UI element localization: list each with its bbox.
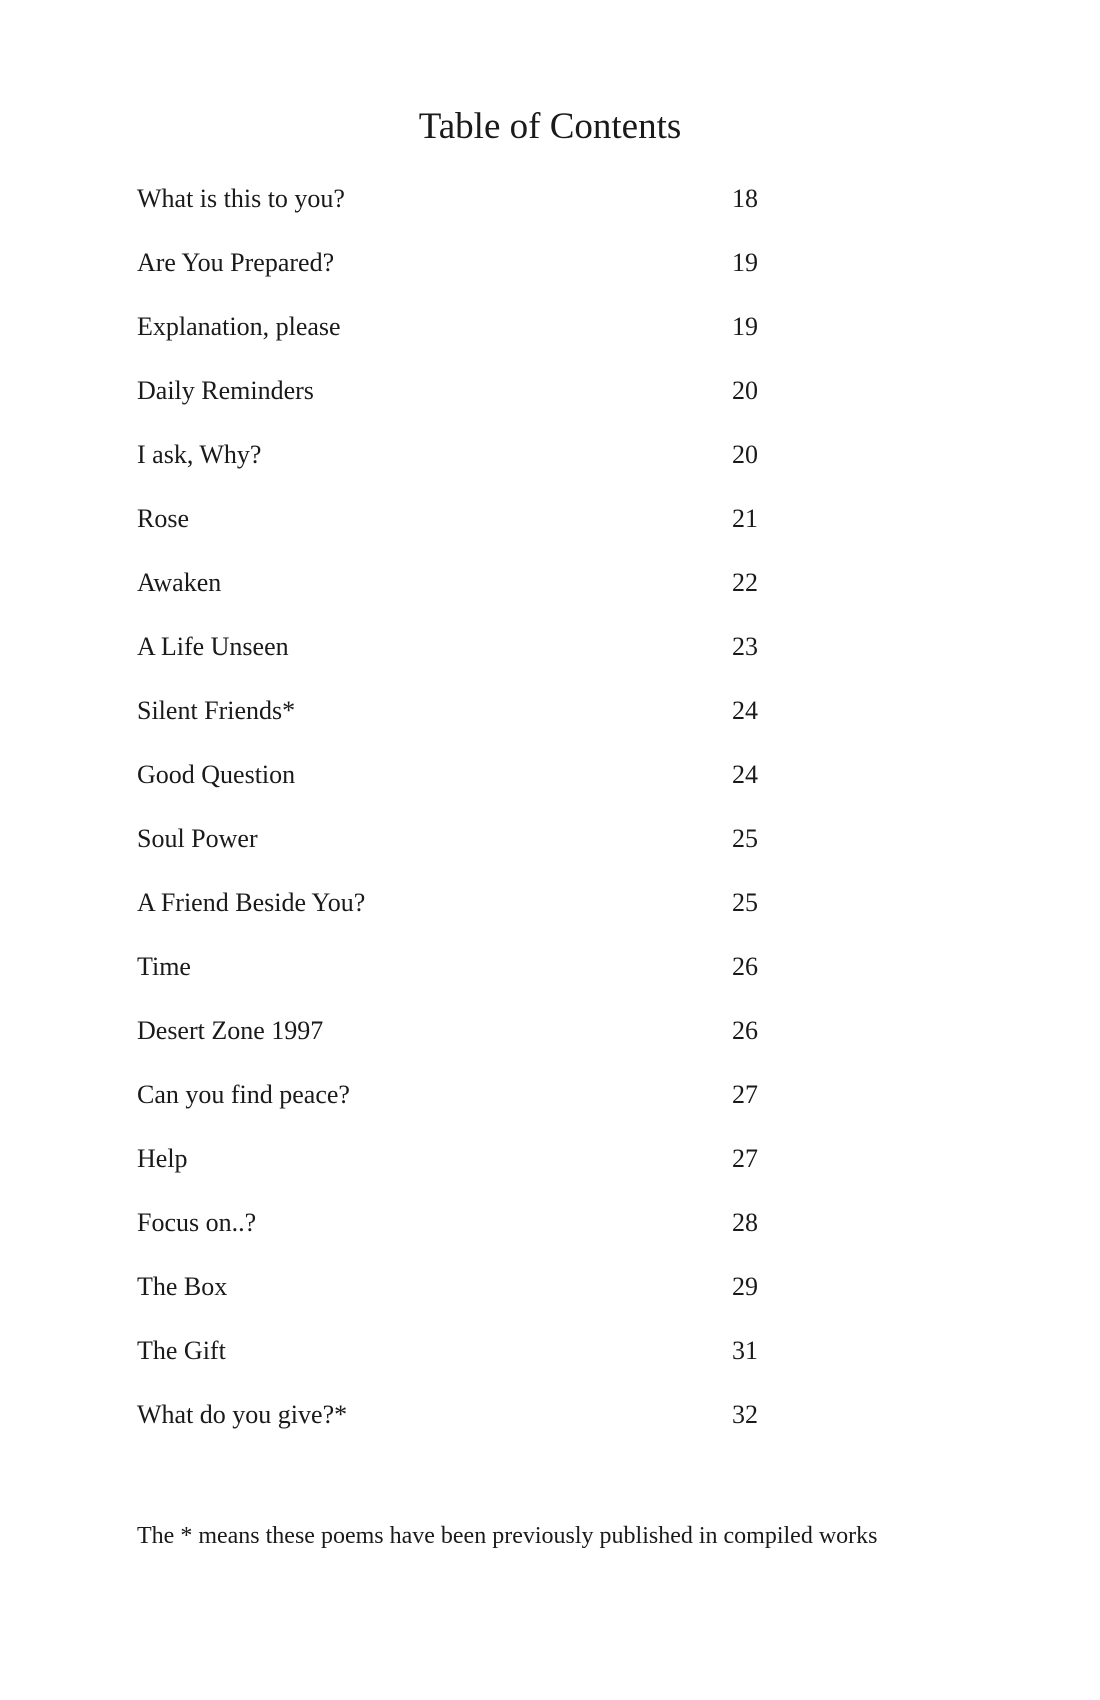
toc-entry bbox=[137, 1261, 777, 1325]
toc-entry-page-number: 25 bbox=[732, 824, 758, 853]
toc-entry-page-number: 24 bbox=[732, 760, 758, 789]
toc-entry-title: Time bbox=[137, 952, 191, 981]
toc-entry bbox=[137, 877, 777, 941]
toc-entry-title: Are You Prepared? bbox=[137, 248, 335, 277]
toc-entry bbox=[137, 941, 777, 1005]
table-of-contents-list bbox=[137, 173, 777, 1453]
toc-entry-title: I ask, Why? bbox=[137, 440, 262, 469]
toc-entry-page-number: 29 bbox=[732, 1272, 758, 1301]
toc-entry-title: Silent Friends* bbox=[137, 696, 296, 725]
toc-entry-page-number: 26 bbox=[732, 952, 758, 981]
toc-entry-page-number: 20 bbox=[732, 440, 758, 469]
toc-entry bbox=[137, 493, 777, 557]
toc-entry-page-number: 27 bbox=[732, 1080, 758, 1109]
toc-entry-page-number: 19 bbox=[732, 312, 758, 341]
toc-entry-title: Daily Reminders bbox=[137, 376, 314, 405]
toc-entry bbox=[137, 365, 777, 429]
toc-entry bbox=[137, 237, 777, 301]
toc-entry bbox=[137, 429, 777, 493]
toc-entry bbox=[137, 1005, 777, 1069]
toc-entry bbox=[137, 1325, 777, 1389]
toc-entry-page-number: 21 bbox=[732, 504, 758, 533]
toc-entry bbox=[137, 1133, 777, 1197]
toc-entry-title: A Friend Beside You? bbox=[137, 888, 366, 917]
toc-entry-title: Can you find peace? bbox=[137, 1080, 350, 1109]
toc-entry-title: Explanation, please bbox=[137, 312, 341, 341]
toc-entry-page-number: 27 bbox=[732, 1144, 758, 1173]
toc-entry-page-number: 32 bbox=[732, 1400, 758, 1429]
toc-entry-page-number: 25 bbox=[732, 888, 758, 917]
toc-entry bbox=[137, 1389, 777, 1453]
toc-entry-page-number: 26 bbox=[732, 1016, 758, 1045]
toc-entry-page-number: 22 bbox=[732, 568, 758, 597]
toc-entry-title: The Gift bbox=[137, 1336, 226, 1365]
toc-entry-title: What do you give?* bbox=[137, 1400, 348, 1429]
toc-entry bbox=[137, 173, 777, 237]
toc-entry-title: What is this to you? bbox=[137, 184, 345, 213]
toc-entry-title: The Box bbox=[137, 1272, 228, 1301]
toc-entry-page-number: 28 bbox=[732, 1208, 758, 1237]
toc-entry-page-number: 24 bbox=[732, 696, 758, 725]
toc-entry bbox=[137, 621, 777, 685]
toc-entry-title: Rose bbox=[137, 504, 189, 533]
toc-entry-title: A Life Unseen bbox=[137, 632, 289, 661]
toc-entry bbox=[137, 1069, 777, 1133]
toc-entry-page-number: 18 bbox=[732, 184, 758, 213]
toc-entry-page-number: 19 bbox=[732, 248, 758, 277]
toc-entry-title: Soul Power bbox=[137, 824, 258, 853]
toc-entry-title: Good Question bbox=[137, 760, 296, 789]
toc-entry bbox=[137, 749, 777, 813]
toc-entry-page-number: 20 bbox=[732, 376, 758, 405]
toc-entry-title: Desert Zone 1997 bbox=[137, 1016, 324, 1045]
toc-entry bbox=[137, 685, 777, 749]
toc-entry bbox=[137, 813, 777, 877]
toc-entry-title: Awaken bbox=[137, 568, 222, 597]
page-title: Table of Contents bbox=[418, 106, 682, 147]
toc-entry-title: Help bbox=[137, 1144, 188, 1173]
toc-entry bbox=[137, 1197, 777, 1261]
toc-entry bbox=[137, 301, 777, 365]
footnote: The * means these poems have been previously published in compiled works bbox=[137, 1523, 878, 1549]
toc-entry bbox=[137, 557, 777, 621]
toc-entry-page-number: 31 bbox=[732, 1336, 758, 1365]
toc-entry-page-number: 23 bbox=[732, 632, 758, 661]
toc-entry-title: Focus on..? bbox=[137, 1208, 257, 1237]
